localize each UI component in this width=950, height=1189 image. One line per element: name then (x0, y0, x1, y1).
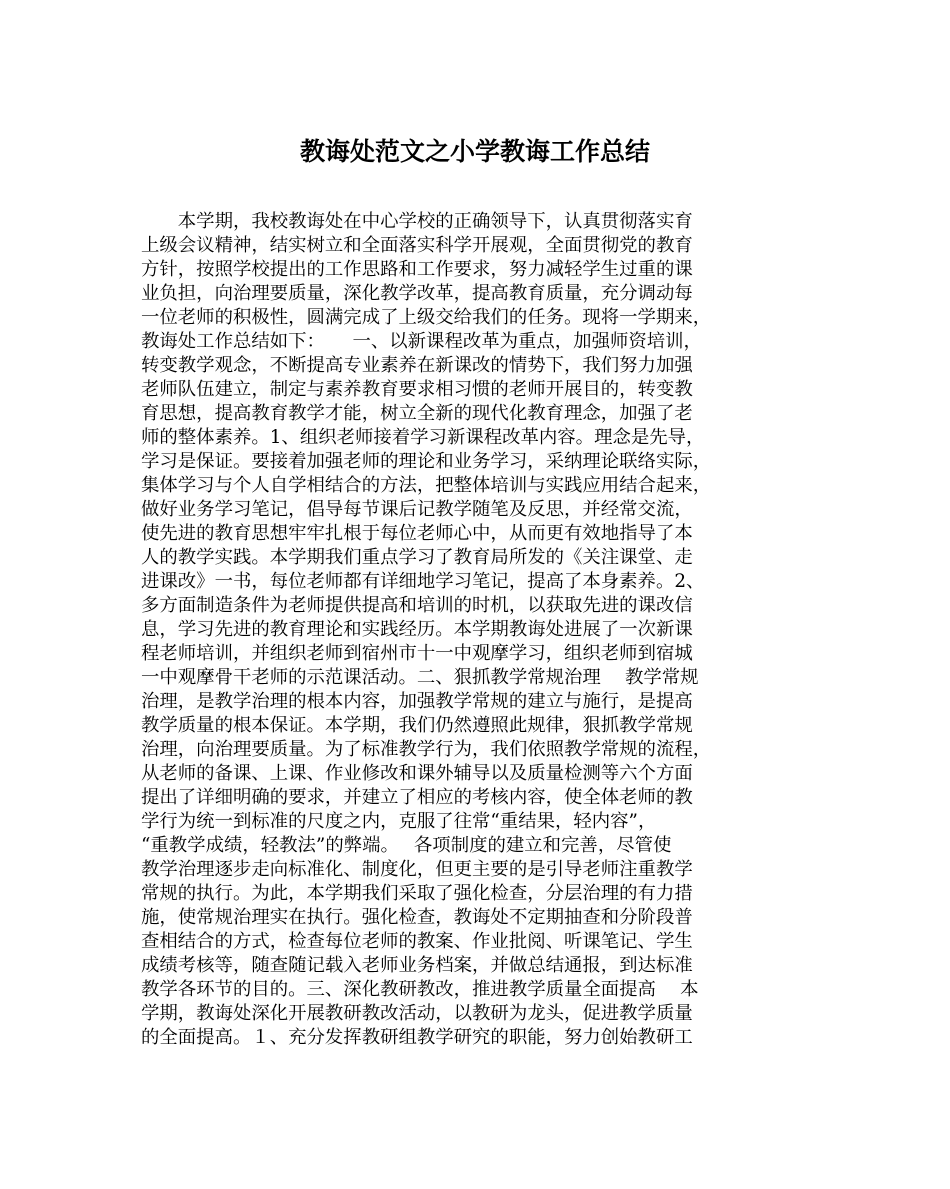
body-text-line: 施，使常规治理实在执行。强化检查，教诲处不定期抽查和分阶段普 (141, 907, 693, 928)
body-text-line: 成绩考核等，随查随记载入老师业务档案，并做总结通报，到达标准 (141, 955, 693, 976)
body-text-line: “重教学成绩，轻教法”的弊端。 各项制度的建立和完善，尽管使 (141, 835, 672, 856)
body-text-line: 师的整体素养。1、组织老师接着学习新课程改革内容。理念是先导， (141, 427, 705, 448)
body-text-line: 转变教学观念，不断提高专业素养在新课改的情势下，我们努力加强 (141, 355, 693, 376)
body-text-line: 程老师培训，并组织老师到宿州市十一中观摩学习，组织老师到宿城 (141, 643, 693, 664)
body-text-line: 常规的执行。为此，本学期我们采取了强化检查，分层治理的有力措 (141, 883, 693, 904)
body-text-line: 上级会议精神，结实树立和全面落实科学开展观，全面贯彻党的教育 (141, 235, 693, 256)
body-text-line: 本学期，我校教诲处在中心学校的正确领导下，认真贯彻落实育 (141, 211, 693, 232)
body-text-line: 学期，教诲处深化开展教研教改活动，以教研为龙头，促进教学质量 (141, 1003, 693, 1024)
document-title: 教诲处范文之小学教诲工作总结 (299, 137, 650, 166)
body-text-line: 做好业务学习笔记，倡导每节课后记教学随笔及反思，并经常交流， (141, 499, 693, 520)
body-text-line: 息，学习先进的教育理论和实践经历。本学期教诲处进展了一次新课 (141, 619, 693, 640)
body-text-line: 从老师的备课、上课、作业修改和课外辅导以及质量检测等六个方面 (141, 763, 693, 784)
body-text-line: 一中观摩骨干老师的示范课活动。二、狠抓教学常规治理 教学常规 (141, 667, 699, 688)
body-text-line: 进课改》一书，每位老师都有详细地学习笔记，提高了本身素养。2、 (141, 571, 705, 592)
body-text-line: 一位老师的积极性，圆满完成了上级交给我们的任务。现将一学期来， (141, 307, 712, 328)
body-text-line: 使先进的教育思想牢牢扎根于每位老师心中，从而更有效地指导了本 (141, 523, 693, 544)
body-text-line: 多方面制造条件为老师提供提高和培训的时机，以获取先进的课改信 (141, 595, 693, 616)
body-text-line: 查相结合的方式，检查每位老师的教案、作业批阅、听课笔记、学生 (141, 931, 693, 952)
body-text-line: 学习是保证。要接着加强老师的理论和业务学习，采纳理论联络实际， (141, 451, 712, 472)
body-text-line: 集体学习与个人自学相结合的方法，把整体培训与实践应用结合起来， (141, 475, 712, 496)
document-body (141, 210, 825, 1050)
body-text-line: 业负担，向治理要质量，深化教学改革，提高教育质量，充分调动每 (141, 283, 693, 304)
body-text-line: 教学治理逐步走向标准化、制度化，但更主要的是引导老师注重教学 (141, 859, 693, 880)
body-text-line: 人的教学实践。本学期我们重点学习了教育局所发的《关注课堂、走 (141, 547, 693, 568)
body-text-line: 学行为统一到标准的尺度之内，克服了往常“重结果，轻内容”， (141, 811, 657, 832)
body-text-line: 治理，是教学治理的根本内容，加强教学常规的建立与施行，是提高 (141, 691, 693, 712)
body-text-line: 治理，向治理要质量。为了标准教学行为，我们依照教学常规的流程， (141, 739, 712, 760)
body-text-line: 教诲处工作总结如下： 一、以新课程改革为重点，加强师资培训， (141, 331, 702, 352)
body-text-line: 教学各环节的目的。三、深化教研教改，推进教学质量全面提高 本 (141, 979, 699, 1000)
body-text-line: 育思想，提高教育教学才能，树立全新的现代化教育理念，加强了老 (141, 403, 693, 424)
body-text-line: 教学质量的根本保证。本学期，我们仍然遵照此规律，狠抓教学常规 (141, 715, 693, 736)
body-text-line: 的全面提高。１、充分发挥教研组教学研究的职能，努力创始教研工 (141, 1027, 693, 1048)
body-text-line: 方针，按照学校提出的工作思路和工作要求，努力减轻学生过重的课 (141, 259, 693, 280)
body-text-line: 提出了详细明确的要求，并建立了相应的考核内容，使全体老师的教 (141, 787, 693, 808)
body-text-line: 老师队伍建立，制定与素养教育要求相习惯的老师开展目的，转变教 (141, 379, 693, 400)
